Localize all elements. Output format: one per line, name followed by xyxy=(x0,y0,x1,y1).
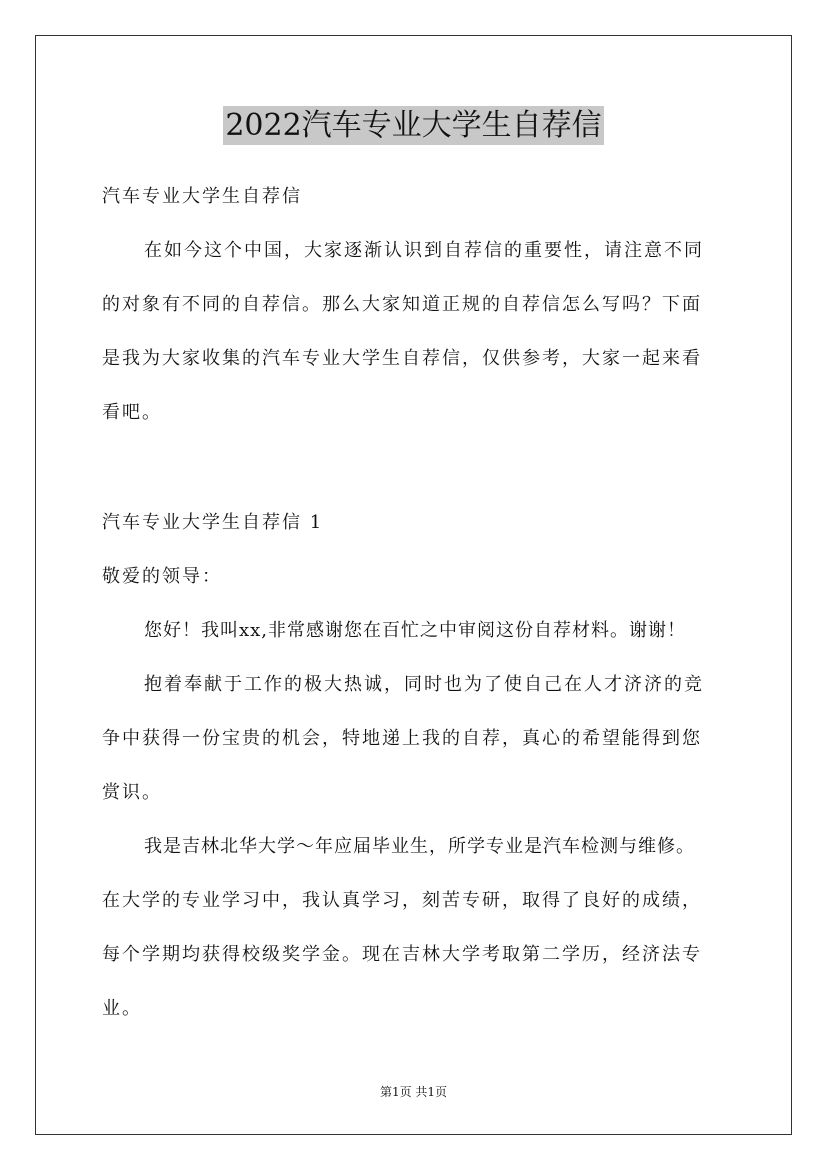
paragraph-line: 是我为大家收集的汽车专业大学生自荐信，仅供参考，大家一起来看 xyxy=(102,348,702,369)
paragraph-line: 业。 xyxy=(102,998,142,1019)
paragraph-line: 争中获得一份宝贵的机会，特地递上我的自荐，真心的希望能得到您 xyxy=(102,728,702,749)
document-title-wrap xyxy=(0,100,827,144)
paragraph-line: 抱着奉献于工作的极大热诚，同时也为了使自己在人才济济的竞 xyxy=(144,674,704,695)
document-title: 2022汽车专业大学生自荐信 xyxy=(225,108,602,143)
paragraph-line: 您好！我叫xx,非常感谢您在百忙之中审阅这份自荐材料。谢谢！ xyxy=(144,620,687,641)
subtitle-line: 汽车专业大学生自荐信 xyxy=(102,186,302,207)
paragraph-line: 我是吉林北华大学～年应届毕业生，所学专业是汽车检测与维修。 xyxy=(144,836,695,857)
paragraph-line: 在大学的专业学习中，我认真学习，刻苦专研，取得了良好的成绩， xyxy=(102,890,702,911)
paragraph-line: 每个学期均获得校级奖学金。现在吉林大学考取第二学历，经济法专 xyxy=(102,944,702,965)
paragraph-line: 的对象有不同的自荐信。那么大家知道正规的自荐信怎么写吗？下面 xyxy=(102,294,702,315)
paragraph-line: 在如今这个中国，大家逐渐认识到自荐信的重要性，请注意不同 xyxy=(144,240,704,261)
paragraph-line: 赏识。 xyxy=(102,782,162,803)
page-footer: 第1页 共1页 xyxy=(379,1085,448,1099)
salutation: 敬爱的领导： xyxy=(102,566,222,587)
paragraph-line: 看吧。 xyxy=(102,402,162,423)
section-heading: 汽车专业大学生自荐信 1 xyxy=(102,512,324,533)
